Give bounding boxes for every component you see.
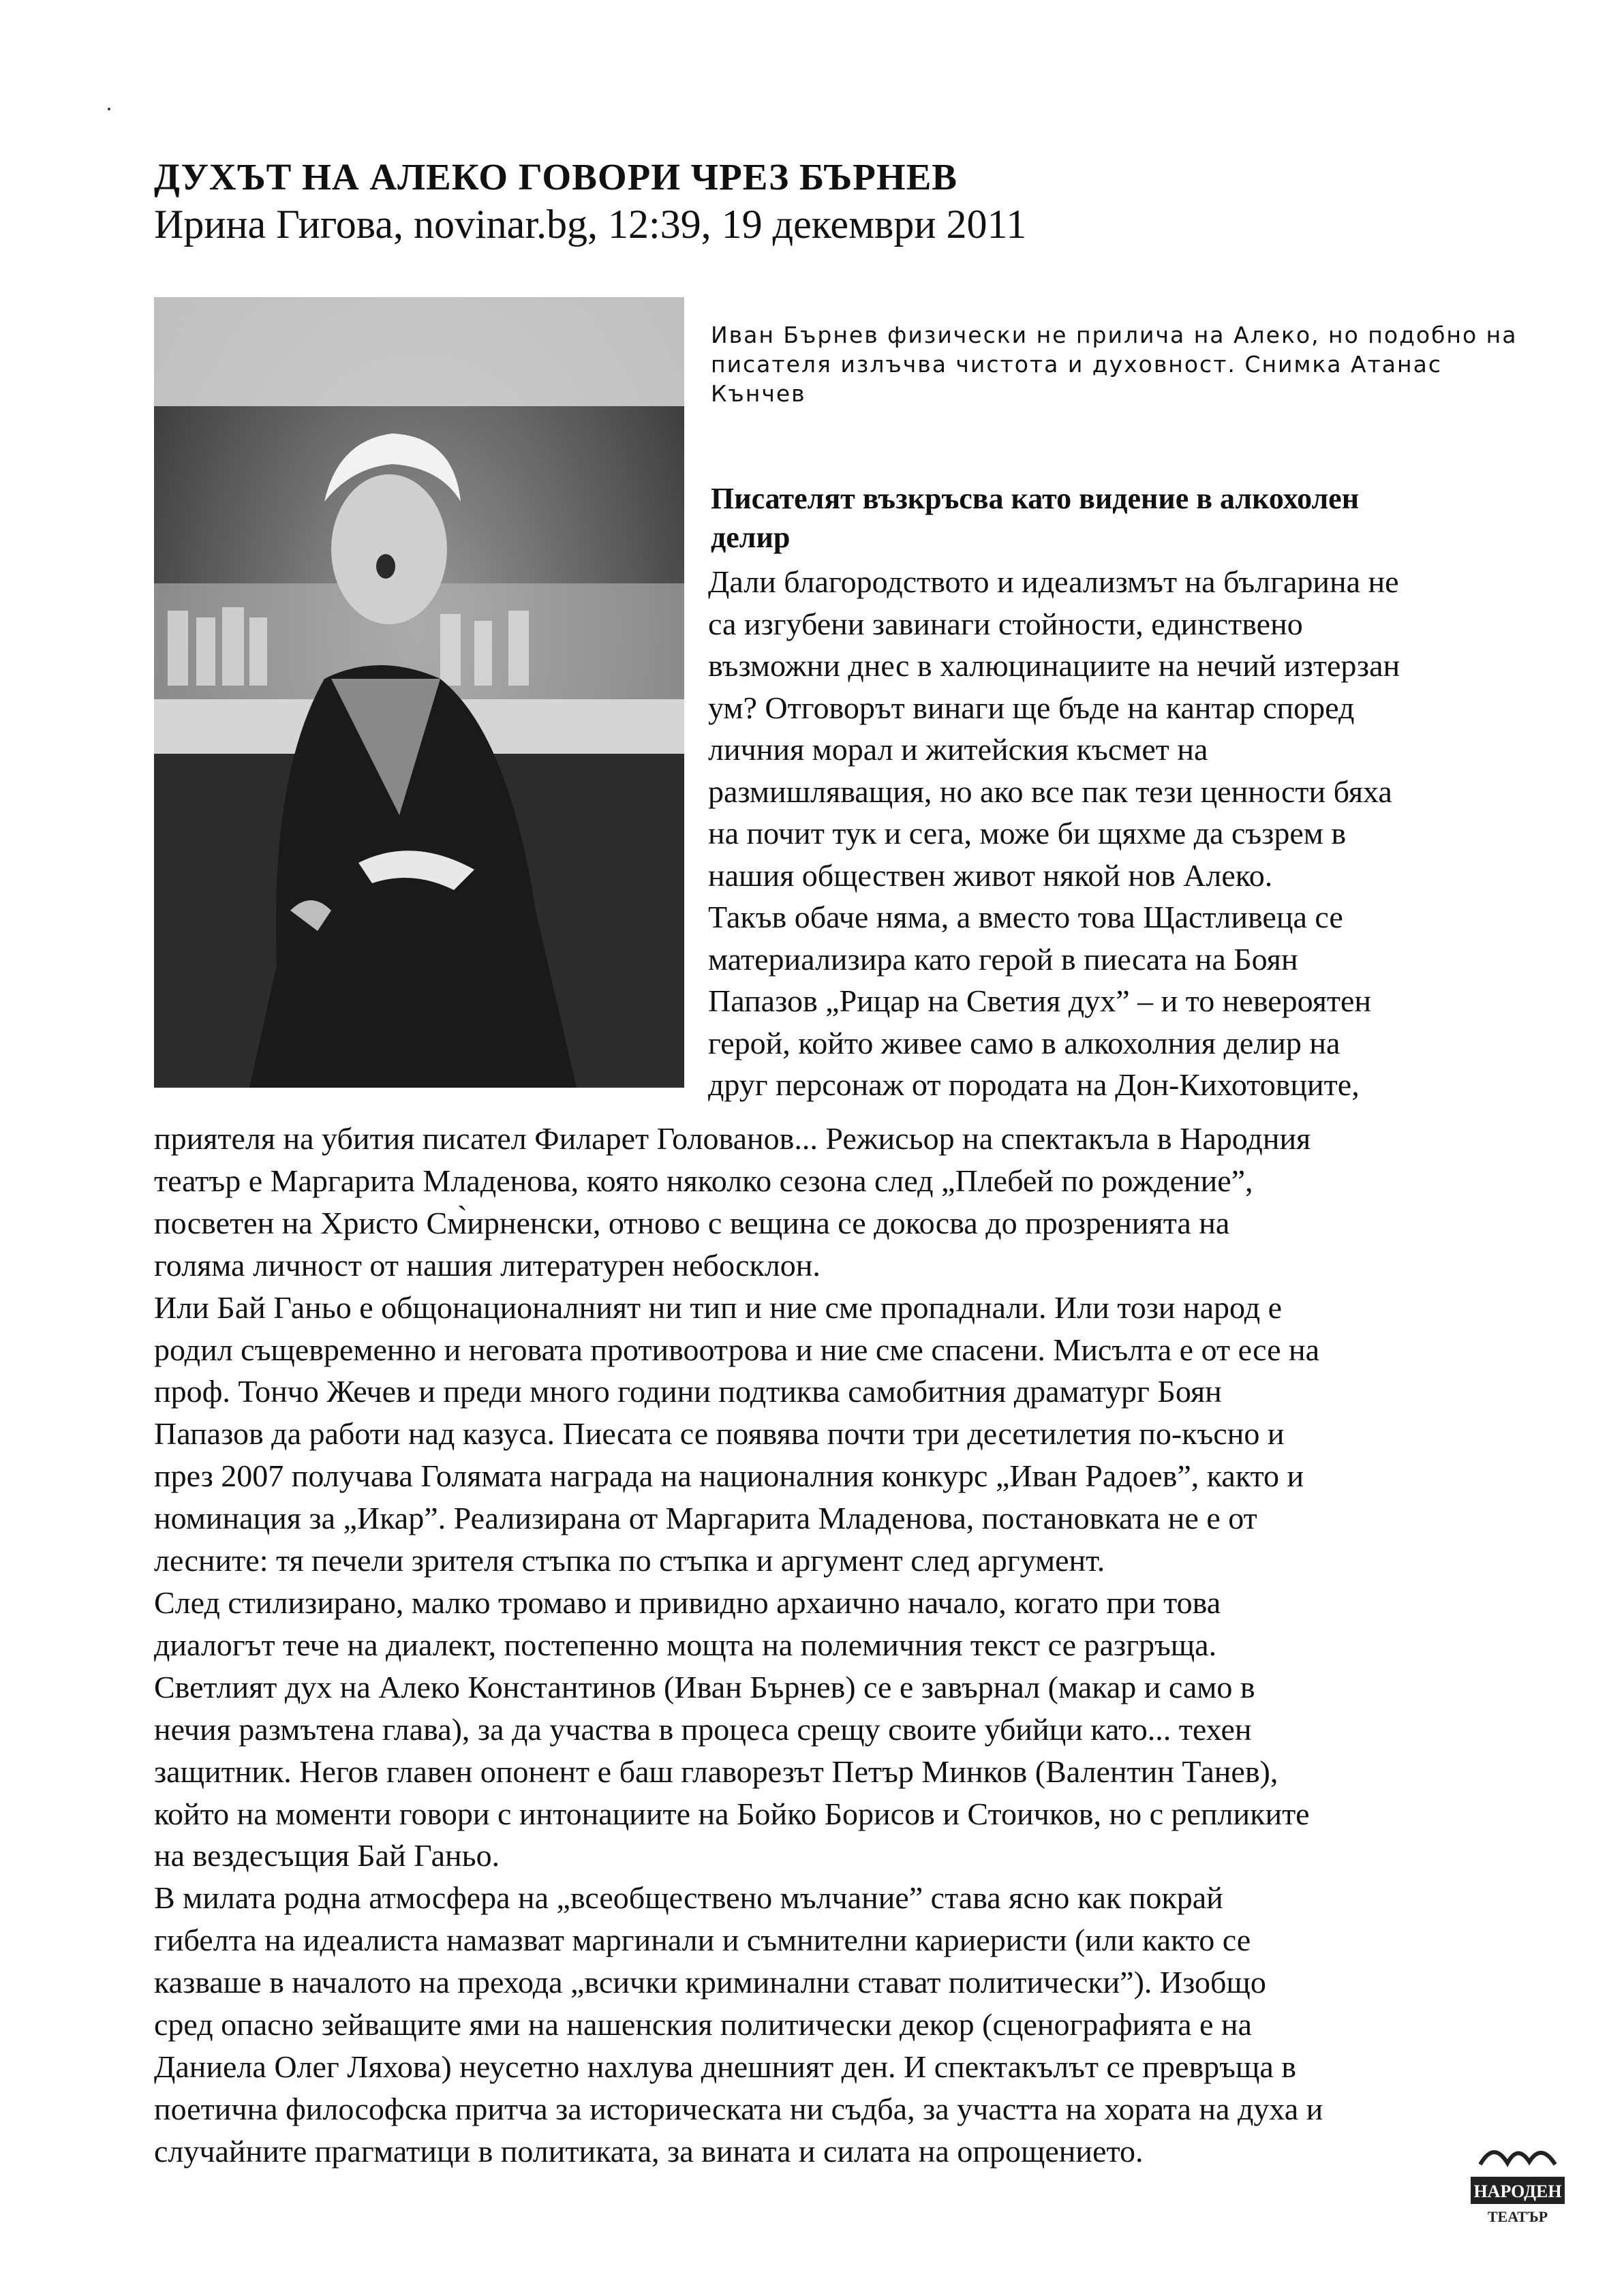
text-line: защитник. Негов главен опонент е баш главорезът Петър Минков (Валентин Танев), — [154, 1754, 1278, 1789]
text-line: Папазов да работи над казуса. Пиесата се появява почти три десетилетия по-късно и — [154, 1416, 1285, 1452]
body-text-column — [708, 561, 1400, 1106]
national-theatre-logo — [1467, 2137, 1569, 2233]
text-line: друг персонаж от породата на Дон-Кихотовците, — [708, 1067, 1360, 1102]
text-line: сред опасно зейващите ями на нашенския политически декор (сценографията е на — [154, 2007, 1252, 2042]
photo-caption — [711, 320, 1556, 408]
text-line: номинация за „Икар”. Реализирана от Маргарита Младенова, постановката не е от — [154, 1501, 1257, 1536]
text-line: родил същевременно и неговата противоотрова и ние сме спасени. Мисълта е от есе на — [154, 1332, 1320, 1367]
text-line: Светлият дух на Алеко Константинов (Иван Бърнев) се е завърнал (макар и само в — [154, 1669, 1255, 1704]
text-line: посветен на Христо См̀ирненски, отново с вещина се докосва до прозренията на — [154, 1205, 1230, 1240]
article-photo — [154, 297, 684, 1088]
text-line: на вездесъщия Бай Ганьо. — [154, 1838, 500, 1873]
text-line: Или Бай Ганьо е общонационалният ни тип и ние сме пропаднали. Или този народ е — [154, 1289, 1283, 1325]
text-line: на почит тук и сега, може би щяхме да съзрем в — [708, 816, 1347, 851]
text-line: материализира като герой в пиесата на Боян — [708, 941, 1298, 977]
text-line: голяма личност от нашия литературен небосклон. — [154, 1247, 821, 1283]
text-line: нашия обществен живот някой нов Алеко. — [708, 857, 1273, 893]
text-line: В милата родна атмосфера на „всеобществено мълчание” става ясно как покрай — [154, 1880, 1223, 1916]
text-line: герой, който живее само в алкохолния делир на — [708, 1025, 1340, 1060]
caption-line: Иван Бърнев физически не прилича на Алеко, но подобно на — [711, 322, 1518, 348]
text-line: театър е Маргарита Младенова, която няколко сезона след „Плебей по рождение”, — [154, 1163, 1253, 1198]
text-line: лесните: тя печели зрителя стъпка по стъпка и аргумент след аргумент. — [154, 1543, 1105, 1578]
text-line: поетична философска притча за историческата ни съдба, за участта на хората на духа и — [154, 2091, 1323, 2126]
text-line: Даниела Олег Ляхова) неусетно нахлува днешният ден. И спектакълът се превръща в — [154, 2049, 1297, 2084]
text-line: приятеля на убития писател Филарет Голованов... Режисьор на спектакъла в Народния — [154, 1121, 1311, 1156]
text-line: личния морал и житейския късмет на — [708, 732, 1208, 767]
text-line: възможни днес в халюцинациите на нечий изтерзан — [708, 648, 1400, 683]
text-line: гибелта на идеалиста намазват маргинали и съмнителни кариеристи (или както се — [154, 1923, 1251, 1958]
text-line: случайните прагматици в политиката, за вината и силата на опрощението. — [154, 2133, 1144, 2169]
article-title: ДУХЪТ НА АЛЕКО ГОВОРИ ЧРЕЗ БЪРНЕВ — [154, 156, 957, 198]
text-line: Такъв обаче няма, а вместо това Щастливеца се — [708, 900, 1343, 934]
text-line: размишляващия, но ако все пак тези ценности бяха — [708, 774, 1392, 809]
caption-line: Кънчев — [711, 380, 806, 407]
text-line: който на моменти говори с интонациите на Бойко Борисов и Стоичков, но с репликите — [154, 1796, 1310, 1831]
text-line: казваше в началото на прехода „всички криминални стават политически”). Изобщо — [154, 1965, 1266, 2000]
body-text-full — [154, 1118, 1323, 2173]
svg-text:НАРОДЕН: НАРОДЕН — [1473, 2182, 1562, 2201]
subheading-line: Писателят възкръсва като видение в алкохолен — [711, 482, 1360, 515]
caption-line: писателя излъчва чистота и духовност. Снимка Атанас — [711, 351, 1442, 378]
text-line: диалогът тече на диалект, постепенно мощта на полемичния текст се разгръща. — [154, 1627, 1217, 1662]
article-byline: Ирина Гигова, novinar.bg, 12:39, 19 декември 2011 — [154, 202, 1027, 247]
scan-speck — [108, 108, 110, 110]
text-line: през 2007 получава Голямата награда на националния конкурс „Иван Радоев”, както и — [154, 1458, 1304, 1494]
svg-text:ТЕАТЪР: ТЕАТЪР — [1487, 2208, 1548, 2225]
text-line: ум? Отговорът винаги ще бъде на кантар според — [708, 690, 1355, 725]
text-line: са изгубени завинаги стойности, единствено — [708, 606, 1303, 641]
article-subheading — [711, 479, 1359, 557]
text-line: проф. Тончо Жечев и преди много години подтиква самобитния драматург Боян — [154, 1374, 1222, 1409]
text-line: Дали благородството и идеализмът на българина не — [708, 564, 1399, 599]
text-line: Папазов „Рицар на Светия дух” – и то невероятен — [708, 983, 1372, 1018]
subheading-line: делир — [711, 521, 791, 554]
text-line: След стилизирано, малко тромаво и привидно архаично начало, когато при това — [154, 1585, 1221, 1620]
text-line: нечия размътена глава), за да участва в процеса срещу своите убийци като... техен — [154, 1711, 1252, 1747]
